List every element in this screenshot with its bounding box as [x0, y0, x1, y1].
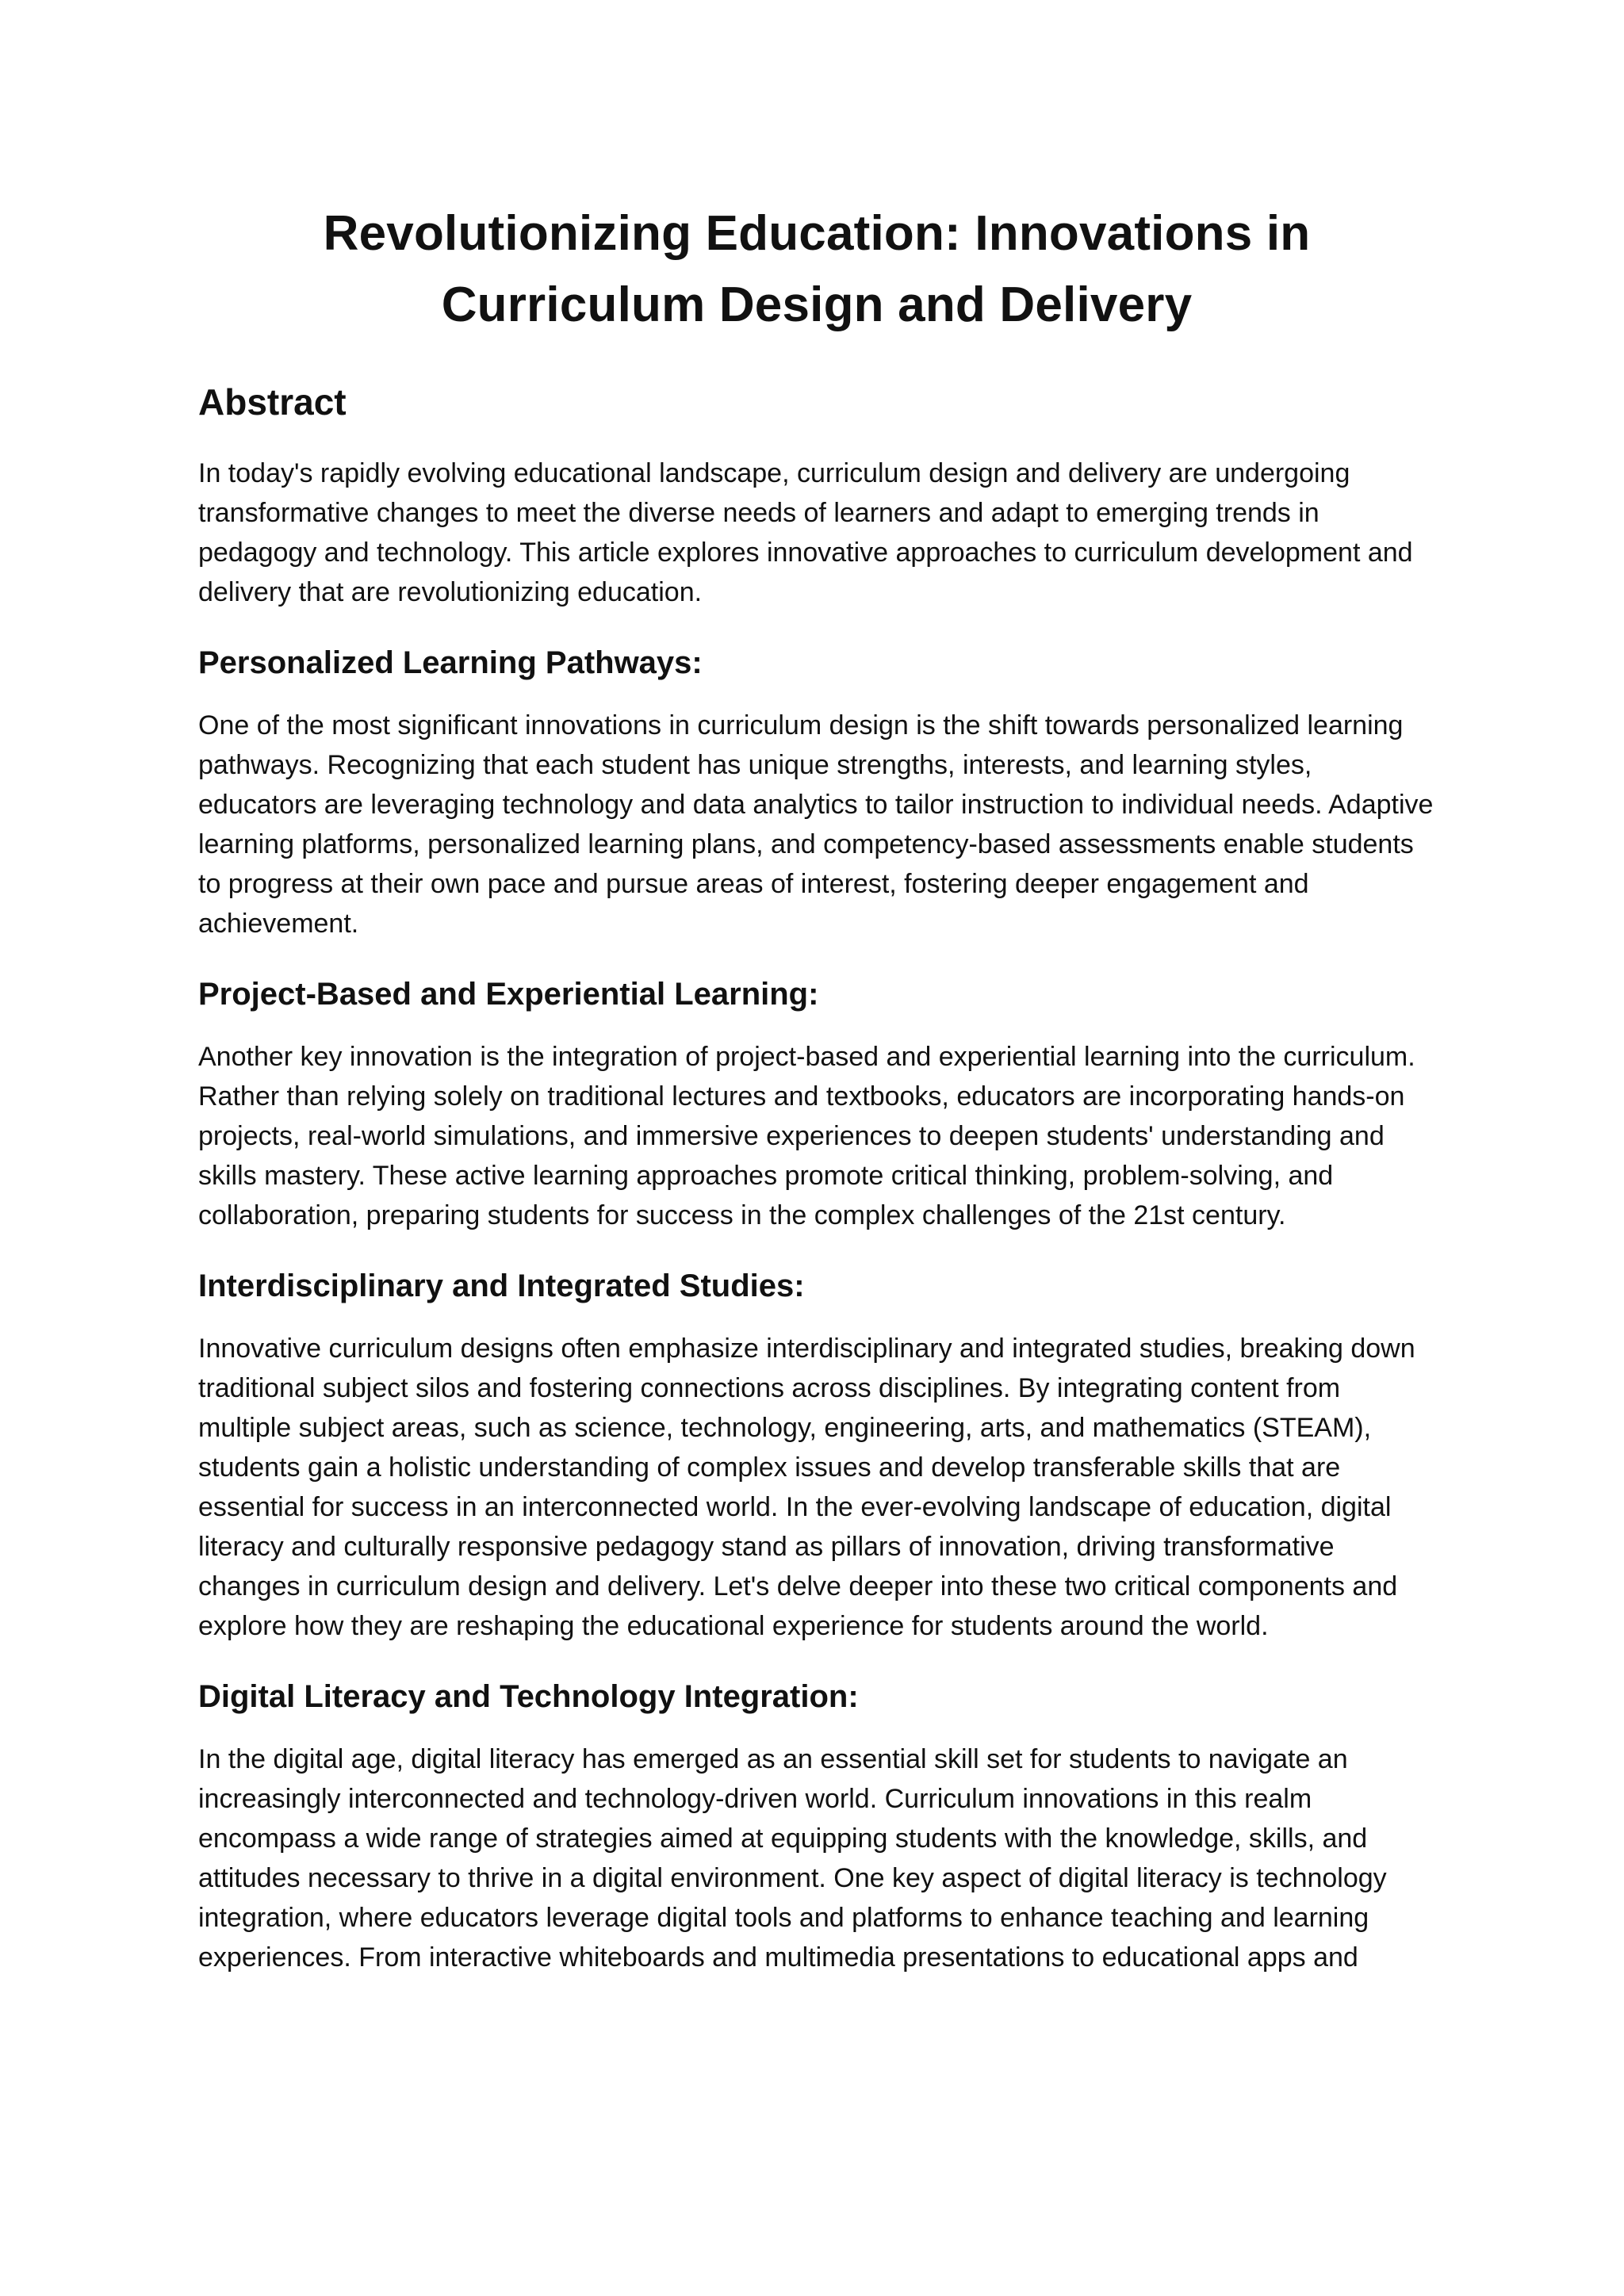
personalized-learning-heading: Personalized Learning Pathways: [198, 645, 703, 680]
interdisciplinary-studies-heading: Interdisciplinary and Integrated Studies: [198, 1269, 805, 1303]
document-title: Revolutionizing Education: Innovations in Curriculum Design and Delivery [323, 206, 1311, 332]
interdisciplinary-studies-paragraph: Innovative curriculum designs often emphasize interdisciplinary and integrated studies, breaking down traditional subject silos and fostering connections across disciplines. By integrating content from multiple subject areas, such as science, technology, engineering, arts, and mathematics (STEAM), students gain a holistic understanding of complex issues and develop transferable skills that are essential for success in an interconnected world. In the ever-evolving landscape of education, digital literacy and culturally responsive pedagogy stand as pillars of innovation, driving transformative changes in curriculum design and delivery. Let's delve deeper into these two critical components and explore how they are reshaping the educational experience for students around the world. [198, 1334, 1415, 1641]
digital-literacy-paragraph: In the digital age, digital literacy has emerged as an essential skill set for students to navigate an increasingly interconnected and technology-driven world. Curriculum innovations in this realm encompass a wide range of strategies aimed at equipping students with the knowledge, skills, and attitudes necessary to thrive in a digital environment. One key aspect of digital literacy is technology integration, where educators leverage digital tools and platforms to enhance teaching and learning experiences. From interactive whiteboards and multimedia presentations to educational apps and [198, 1744, 1387, 1973]
digital-literacy-heading: Digital Literacy and Technology Integration: [198, 1679, 859, 1714]
project-based-learning-heading: Project-Based and Experiential Learning: [198, 977, 819, 1012]
document-page [198, 198, 1435, 2007]
abstract-heading: Abstract [198, 381, 347, 423]
personalized-learning-paragraph: One of the most significant innovations in curriculum design is the shift towards personalized learning pathways. Recognizing that each student has unique strengths, interests, and learning styles, educators are leveraging technology and data analytics to tailor instruction to individual needs. Adaptive learning platforms, personalized learning plans, and competency-based assessments enable students to progress at their own pace and pursue areas of interest, fostering deeper engagement and achievement. [198, 710, 1434, 939]
project-based-learning-paragraph: Another key innovation is the integration of project-based and experiential learning into the curriculum. Rather than relying solely on traditional lectures and textbooks, educators are incorporating hands-on projects, real-world simulations, and immersive experiences to deepen students' understanding and skills mastery. These active learning approaches promote critical thinking, problem-solving, and collaboration, preparing students for success in the complex challenges of the 21st century. [198, 1042, 1415, 1230]
abstract-paragraph: In today's rapidly evolving educational landscape, curriculum design and delivery are undergoing transformative changes to meet the diverse needs of learners and adapt to emerging trends in pedagogy and technology. This article explores innovative approaches to curriculum development and delivery that are revolutionizing education. [198, 458, 1413, 607]
